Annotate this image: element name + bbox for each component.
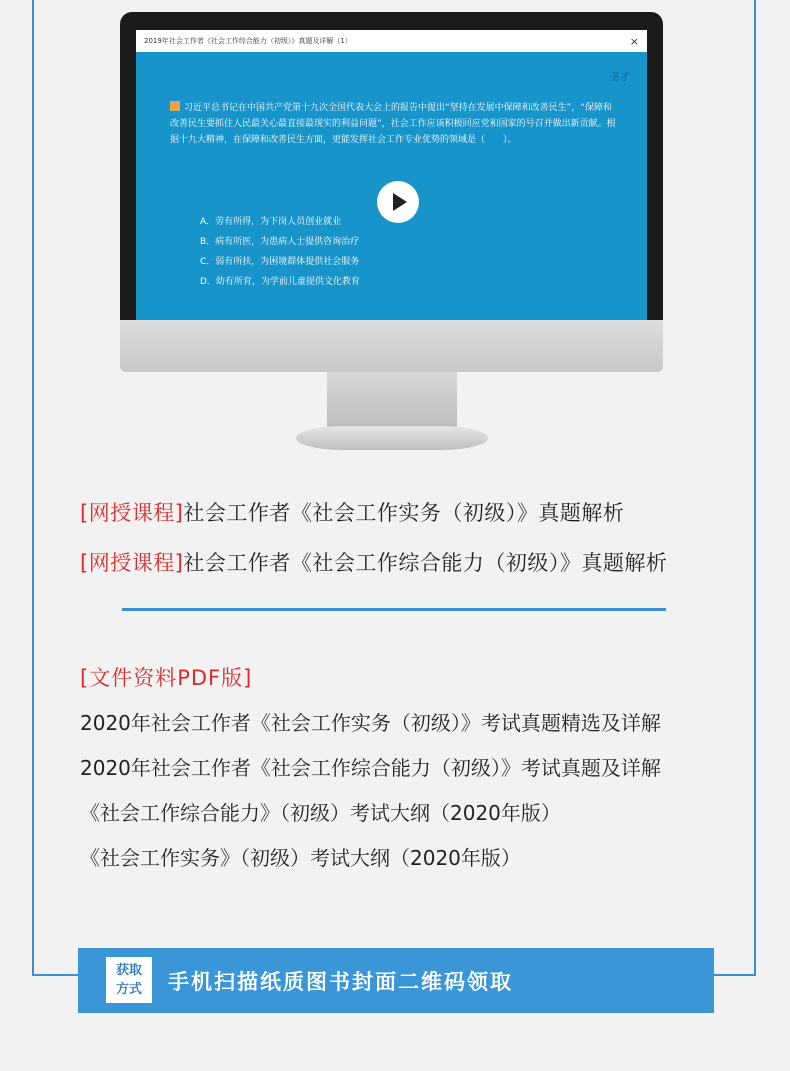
monitor-chin (120, 320, 663, 372)
access-banner (78, 948, 714, 1013)
option-list (200, 212, 360, 292)
course-tag: [网授课程] (80, 551, 184, 575)
option-a: A．劳有所得，为下岗人员创业就业 (200, 217, 342, 227)
monitor (120, 12, 663, 357)
course-item[interactable] (80, 497, 624, 527)
documents-heading: [文件资料PDF版] (80, 666, 253, 690)
video-titlebar (136, 30, 647, 52)
course-item[interactable] (80, 547, 667, 577)
monitor-base (296, 426, 488, 450)
document-item[interactable]: 2020年社会工作者《社会工作实务（初级）》考试真题精选及详解 (80, 711, 661, 735)
badge-line-1: 获取 (115, 963, 142, 978)
access-instructions: 手机扫描纸质图书封面二维码领取 (168, 970, 513, 994)
document-item[interactable]: 2020年社会工作者《社会工作综合能力（初级）》考试真题及详解 (80, 756, 661, 780)
play-icon[interactable] (377, 181, 419, 223)
document-item[interactable]: 《社会工作实务》（初级）考试大纲（2020年版） (80, 846, 521, 870)
close-icon[interactable]: × (629, 34, 639, 48)
question-body: 习近平总书记在中国共产党第十九次全国代表大会上的报告中提出“坚持在发展中保障和改善民生”，“保障和改善民生要抓住人民最关心最直接最现实的利益问题”，社会工作应该积极回应党和国家的号召并做出新贡献。根据十九大精神，在保障和改善民生方面，更能发挥社会工作专业优势的领域是（ ）。 (170, 103, 616, 145)
video-title: 2019年社会工作者《社会工作综合能力（初级）》真题及详解（1） (144, 37, 352, 45)
option-b: B．病有所医，为患病人士提供咨询治疗 (200, 237, 360, 247)
document-item[interactable]: 《社会工作综合能力》（初级）考试大纲（2020年版） (80, 801, 561, 825)
video-player[interactable] (136, 30, 647, 332)
access-badge (106, 957, 152, 1003)
monitor-stand (327, 372, 457, 428)
option-d: D．幼有所育，为学前儿童提供文化教育 (200, 277, 360, 287)
option-c: C．弱有所扶，为困境群体提供社会服务 (200, 257, 360, 267)
question-text (170, 100, 618, 148)
signature-logo: 圣才 (609, 72, 629, 83)
course-tag: [网授课程] (80, 501, 184, 525)
question-icon (170, 101, 180, 111)
course-title: 社会工作者《社会工作实务（初级）》真题解析 (183, 501, 625, 525)
badge-line-2: 方式 (115, 982, 142, 997)
divider (122, 608, 666, 611)
course-title: 社会工作者《社会工作综合能力（初级）》真题解析 (183, 551, 668, 575)
